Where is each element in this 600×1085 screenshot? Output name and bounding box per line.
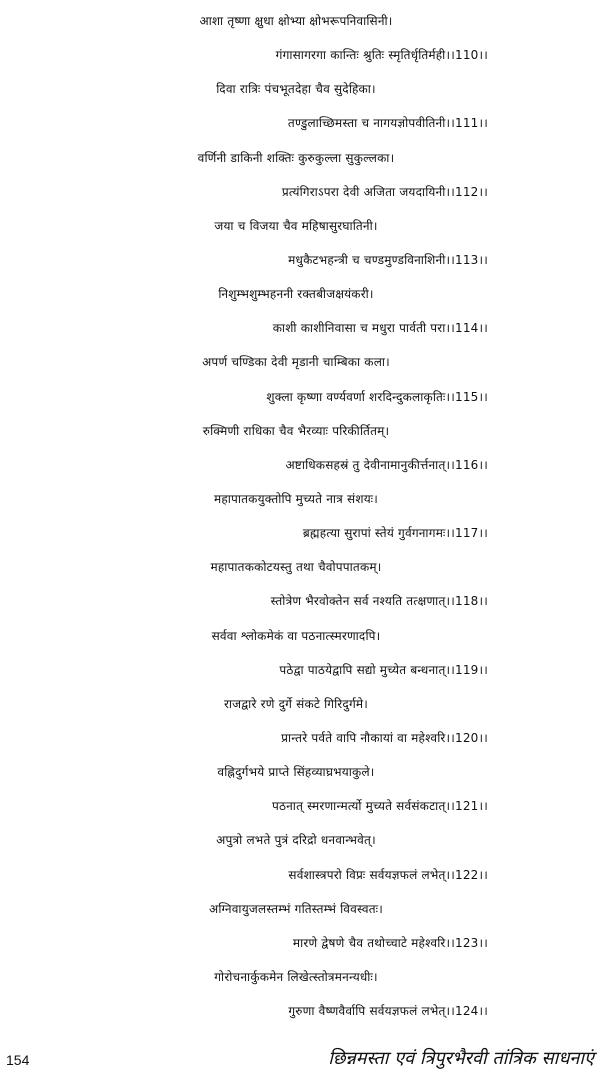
verse-line-5: वर्णिनी डाकिनी शक्तिः कुरुकुल्ला सुकुल्लका। xyxy=(197,150,395,165)
verse-line-13: रुक्मिणी राधिका चैव भैरव्याः परिकीर्तितम्। xyxy=(202,423,390,438)
verse-line-30: गुरुणा वैष्णवैर्वापि सर्वयज्ञफलं लभेत्।।124।। xyxy=(288,1004,488,1019)
verse-line-2: गंगासागरगा कान्तिः श्रुतिः स्मृतिर्धृतिर्मही।।110।। xyxy=(275,48,488,63)
verse-line-27: अग्निवायुजलस्तम्भं गतिस्तम्भं विवस्वतः। xyxy=(209,901,383,916)
verse-line-4: तण्डुलाच्छिमस्ता च नागयज्ञोपवीतिनी।।111।। xyxy=(287,116,488,131)
verse-list xyxy=(0,4,600,1028)
verse-line-6: प्रत्यंगिराऽपरा देवी अजिता जयदायिनी।।112।। xyxy=(281,184,488,199)
verse-line-7: जया च विजया चैव महिषासुरघातिनी। xyxy=(214,218,378,233)
verse-line-12: शुक्ला कृष्णा वर्ण्यवर्णा शरदिन्दुकलाकृतिः।।115।। xyxy=(266,389,488,404)
verse-line-19: सर्ववा श्लोकमेकं वा पठनात्स्मरणादपि। xyxy=(211,628,381,643)
verse-line-20: पठेद्वा पाठयेद्वापि सद्यो मुच्येत बन्धनात्।।119।। xyxy=(279,662,488,677)
verse-line-14: अष्टाधिकसहस्रं तु देवीनामानुकीर्त्तनात्।।116।। xyxy=(285,457,488,472)
verse-line-1: आशा तृष्णा क्षुधा क्षोभ्या क्षोभरूपनिवासिनी। xyxy=(199,14,393,28)
verse-line-23: वह्निदुर्गभये प्राप्ते सिंहव्याघ्रभयाकुले। xyxy=(217,765,375,780)
verse-line-11: अपर्ण चण्डिका देवी मृडानी चाम्बिका कला। xyxy=(202,355,390,370)
verse-line-8: मधुकैटभहन्त्री च चण्डमुण्डविनाशिनी।।113।। xyxy=(288,252,488,267)
verse-line-16: ब्रह्महत्या सुरापां स्तेयं गुर्वगनागमः।।117।। xyxy=(302,526,488,541)
verse-line-9: निशुम्भशुम्भहननी रक्तबीजक्षयंकरी। xyxy=(218,287,374,302)
verse-line-21: राजद्वारे रणे दुर्गे संकटे गिरिदुर्गमे। xyxy=(223,696,369,711)
verse-line-28: मारणे द्वेषणे चैव तथोच्चाटे महेश्वरि।।123।। xyxy=(292,935,488,950)
verse-line-15: महापातकयुक्तोपि मुच्यते नात्र संशयः। xyxy=(213,491,379,506)
verse-line-22: प्रान्तरे पर्वते वापि नौकायां वा महेश्वरि।।120।। xyxy=(281,730,488,745)
page-number: 154 xyxy=(6,1052,30,1068)
verse-line-26: सर्वशास्त्रपरो विप्रः सर्वयज्ञफलं लभेत्।।122।। xyxy=(288,867,488,882)
running-title: छिन्नमस्ता एवं त्रिपुरभैरवी तांत्रिक साधनाएं xyxy=(328,1048,594,1069)
verse-line-18: स्तोत्रेण भैरवोक्तेन सर्व नश्यति तत्क्षणात्।।118।। xyxy=(270,594,488,609)
verse-line-24: पठनात् स्मरणान्मर्त्यो मुच्यते सर्वसंकटात्।।121।। xyxy=(271,799,488,814)
verse-line-29: गोरोचनार्कुकमेन लिखेत्स्तोत्रमनन्यधीः। xyxy=(214,969,378,984)
verse-line-10: काशी काशीनिवासा च मधुरा पार्वती परा।।114।। xyxy=(272,321,488,336)
verse-line-3: दिवा रात्रिः पंचभूतदेहा चैव सुदेहिका। xyxy=(216,82,376,97)
page-footer xyxy=(0,1040,600,1080)
verse-line-17: महापातककोटयस्तु तथा चैवोपपातकम्। xyxy=(210,560,382,575)
verse-line-25: अपुत्रो लभते पुत्रं दरिद्रो धनवान्भवेत्। xyxy=(216,833,376,848)
